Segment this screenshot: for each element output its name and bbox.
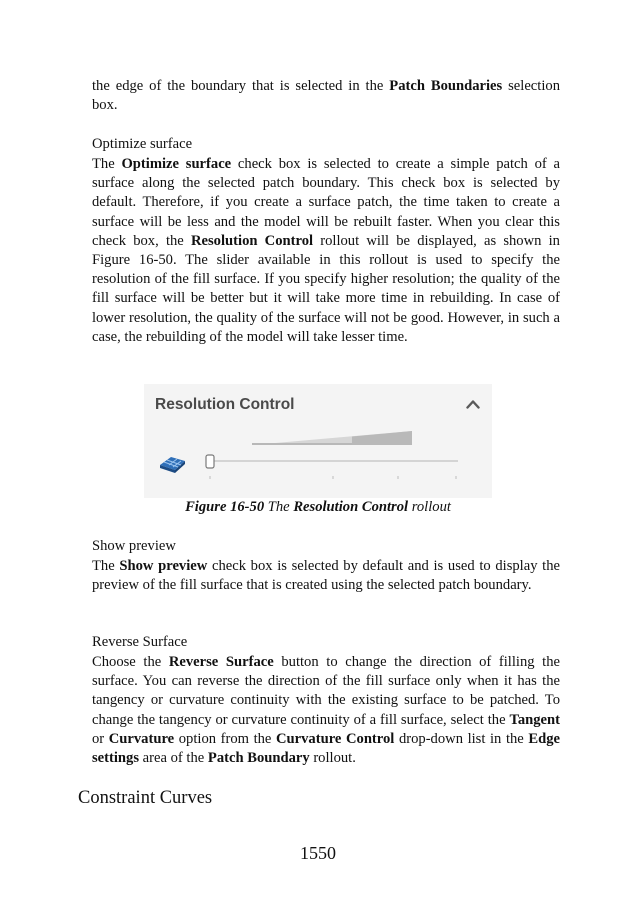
term-tangent: Tangent	[509, 711, 560, 728]
term-curvature: Curvature	[108, 730, 175, 747]
term-optimize-surface: Optimize surface	[121, 156, 232, 172]
term-patch-boundaries: Patch Boundaries	[389, 78, 503, 94]
resolution-wedge-indicator	[252, 429, 412, 446]
paragraph-optimize-surface: The Optimize surface check box is selected to create a simple patch of a surface along the selected patch boundary. This check box is selected by default. Therefore, if you create a surface patch, the time taken to create a surface will be less and the model will be rebuilt faster. When you clear this check box, the Resolution Control rollout will be displayed, as shown in Figure 16-50. The slider available in this rollout is used to specify the resolution of the fill surface. If you specify higher resolution; the quality of the fill surface will be better but it will take more time in rebuilding. In case of lower resolution, the quality of the surface will not be good. However, in such a case, the rebuilding of the model will take lesser time.	[92, 156, 560, 345]
page-number: 1550	[300, 843, 336, 863]
rollout-title: Resolution Control	[155, 396, 295, 413]
term-curvature-control: Curvature Control	[276, 730, 395, 747]
figure-caption: Figure 16-50 The Resolution Control rollout	[185, 499, 451, 515]
term-edge-settings: Edge settings	[92, 730, 560, 767]
term-reverse-surface: Reverse Surface	[168, 654, 274, 670]
paragraph-reverse-surface: Choose the Reverse Surface button to change the direction of filling the surface. You can reverse the direction of the fill surface only when it has the tangency or curvature continuity with the existing surface to be patched. To change the tangency or curvature continuity of a fill surface, select the Tangent or Curvature option from the Curvature Control drop-down list in the Edge settings area of the Patch Boundary rollout.	[92, 654, 560, 767]
term-patch-boundary: Patch Boundary	[207, 750, 310, 767]
fill-surface-resolution-icon	[158, 452, 188, 476]
chevron-up-icon[interactable]	[466, 399, 480, 409]
section-title: Constraint Curves	[78, 788, 213, 808]
resolution-control-figure	[144, 384, 492, 498]
term-show-preview: Show preview	[119, 558, 208, 574]
caption-label: Figure 16-50	[185, 499, 265, 515]
paragraph-show-preview: The Show preview check box is selected by default and is used to display the preview of the fill surface that is created using the selected patch boundary.	[92, 558, 560, 594]
heading-show-preview: Show preview	[92, 538, 176, 554]
resolution-slider[interactable]	[204, 452, 462, 482]
term-resolution-control: Resolution Control	[190, 232, 314, 249]
heading-reverse-surface: Reverse Surface	[92, 634, 188, 650]
heading-optimize-surface: Optimize surface	[92, 136, 193, 152]
slider-thumb[interactable]	[206, 455, 214, 468]
paragraph-patch-boundaries: the edge of the boundary that is selected in the Patch Boundaries selection box.	[92, 78, 560, 114]
